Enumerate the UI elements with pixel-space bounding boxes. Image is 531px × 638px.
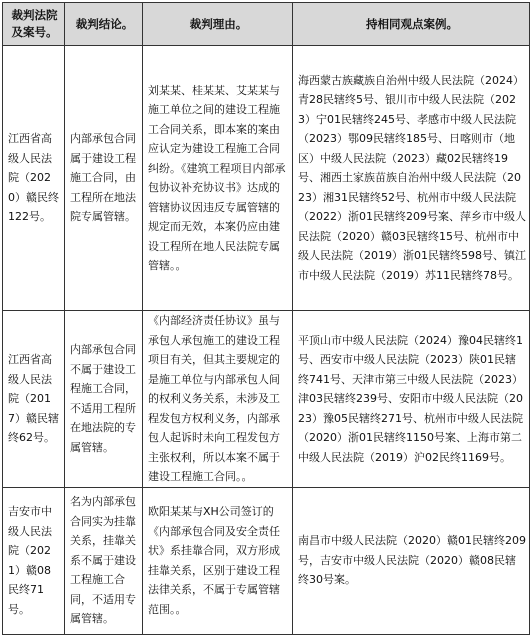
header-conclusion: 裁判结论。: [65, 3, 143, 46]
case-comparison-table: [2, 2, 530, 635]
cell-reason: 欧阳某某与XH公司签订的《内部承包合同及安全责任状》系挂靠合同，双方形成挂靠关系，区别于建设工程法律关系，不属于专属管辖范围。。: [143, 487, 293, 634]
header-cases: 持相同观点案例。: [293, 3, 530, 46]
table-row: [3, 311, 530, 488]
table-row: [3, 46, 530, 311]
cell-conclusion: 名为内部承包合同实为挂靠关系，挂靠关系不属于建设工程施工合同，不适用专属管辖。: [65, 487, 143, 634]
cell-reason: 《内部经济责任协议》虽与承包人承包施工的建设工程项目有关，但其主要规定的是施工单位与内部承包人间的权利义务关系，未涉及工程发包方权利义务，内部承包人起诉时未向工程发包方主张权利，所以本案不属于建设工程施工合同。。: [143, 311, 293, 488]
cell-reason: 刘某某、桂某某、艾某某与施工单位之间的建设工程施工合同关系，即本案的案由应认定为建设工程施工合同纠纷。《建筑工程项目内部承包协议补充协议书》达成的管辖协议因违反专属管辖的规定而无效，本案仍应由建设工程所在地人民法院专属管辖。。: [143, 46, 293, 311]
cell-cases: 南昌市中级人民法院（2020）赣01民辖终209号，吉安市中级人民法院（2020）赣08民辖终30号案。: [293, 487, 530, 634]
cell-cases: 海西蒙古族藏族自治州中级人民法院（2024）青28民辖终5号、银川市中级人民法院（2023）宁01民辖终245号、孝感市中级人民法院（2023）鄂09民辖终185号、日喀则市（地区）中级人民法院（2023）藏02民辖终19号、湘西土家族苗族自治州中级人民法院（2023）湘31民辖终52号、杭州市中级人民法院（2022）浙01民辖终209号案、萍乡市中级人民法院（2020）赣03民辖终15号、杭州市中级人民法院（2019）浙01民辖终598号、镇江市中级人民法院（2019）苏11民辖终78号。: [293, 46, 530, 311]
cell-court-case: 江西省高级人民法院（2020）赣民终122号。: [3, 46, 65, 311]
cell-cases: 平顶山市中级人民法院（2024）豫04民辖终1号、西安市中级人民法院（2023）陕01民辖终741号、天津市第三中级人民法院（2023）津03民辖终239号、安阳市中级人民法院（2023）豫05民辖终271号、杭州市中级人民法院（2020）浙01民辖终1150号案、上海市第二中级人民法院（2019）沪02民终1169号。: [293, 311, 530, 488]
table-row: [3, 487, 530, 634]
cell-court-case: 江西省高级人民法院（2017）赣民辖终62号。: [3, 311, 65, 488]
table-header-row: [3, 3, 530, 46]
cell-court-case: 吉安市中级人民法院（2021）赣08民终71号。: [3, 487, 65, 634]
cell-conclusion: 内部承包合同属于建设工程施工合同，由工程所在地法院专属管辖。: [65, 46, 143, 311]
cell-conclusion: 内部承包合同不属于建设工程施工合同，不适用工程所在地法院的专属管辖。: [65, 311, 143, 488]
header-reason: 裁判理由。: [143, 3, 293, 46]
header-court-case: 裁判法院及案号。: [3, 3, 65, 46]
